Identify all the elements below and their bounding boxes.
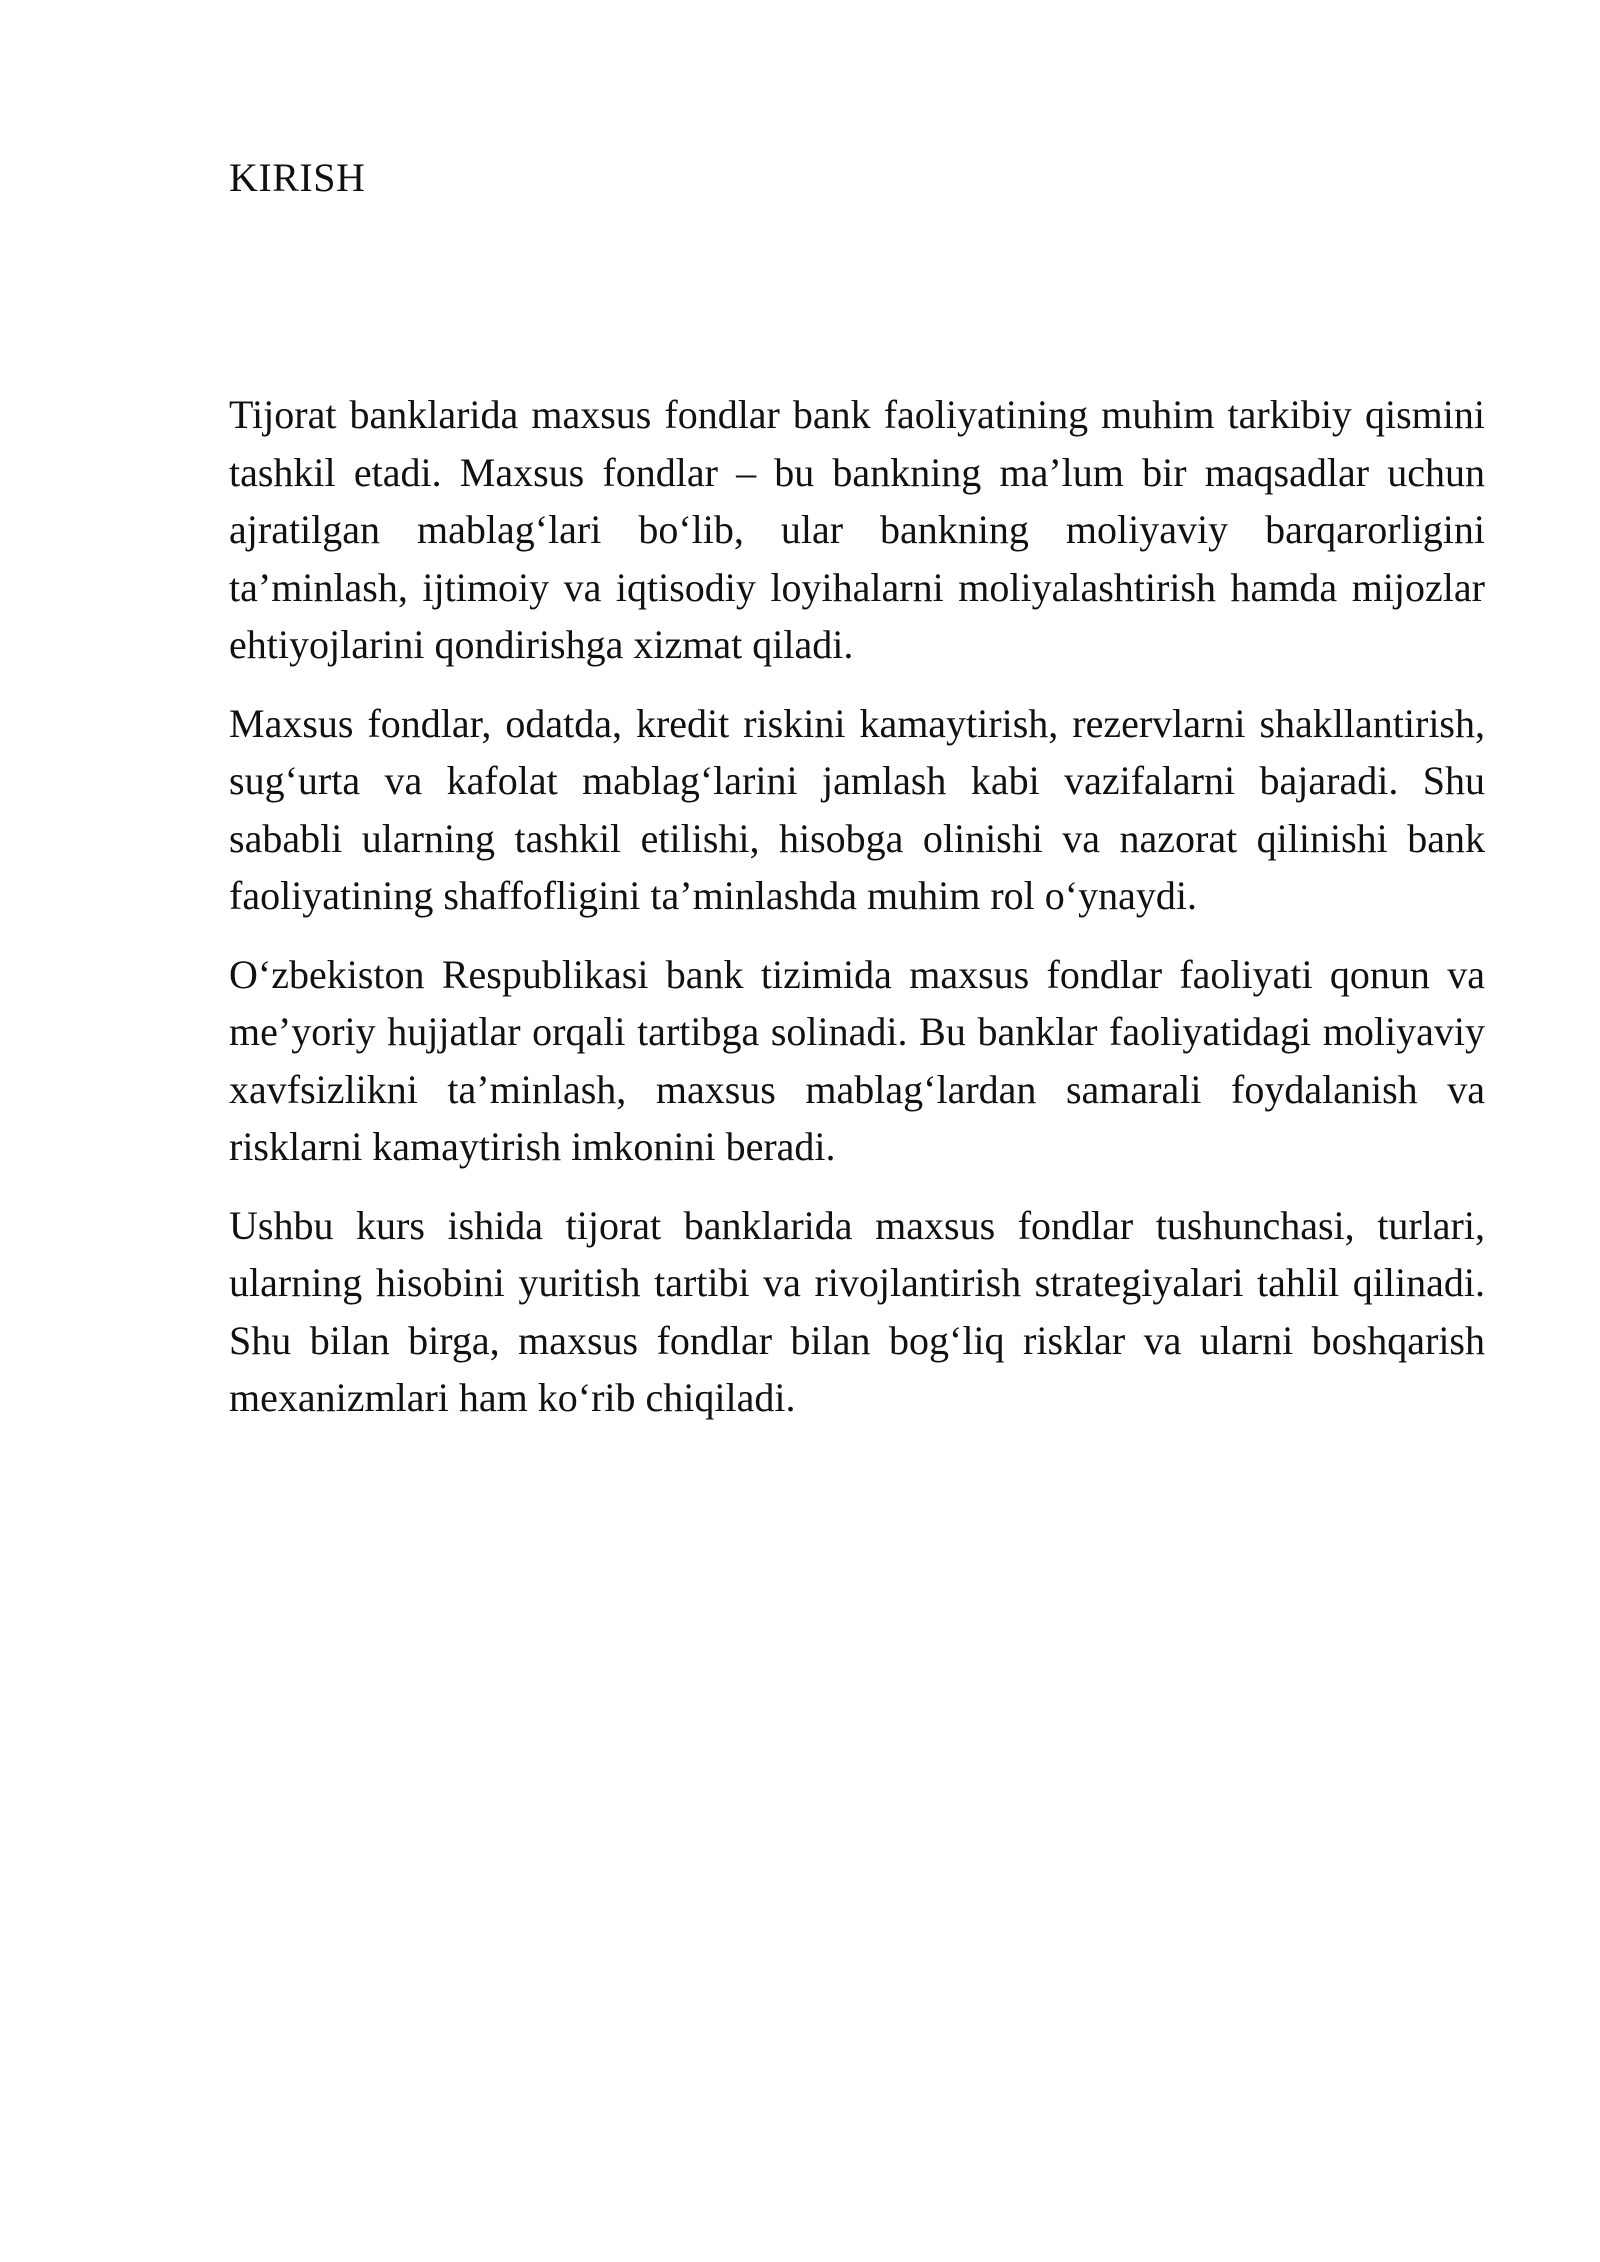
section-heading: KIRISH bbox=[229, 155, 366, 200]
document-body bbox=[229, 386, 1485, 1448]
paragraph: Maxsus fondlar, odatda, kredit riskini kamaytirish, rezervlarni shakllantirish, sug‘urta va kafolat mablag‘larini jamlash kabi vazifalarni bajaradi. Shu sababli ularning tashkil etilishi, hisobga olinishi va nazorat qilinishi bank faoliyatining shaffofligini ta’minlashda muhim rol o‘ynaydi. bbox=[229, 700, 1485, 918]
paragraph: Ushbu kurs ishida tijorat banklarida maxsus fondlar tushunchasi, turlari, ularning hisobini yuritish tartibi va rivojlantirish strategiyalari tahlil qilinadi. Shu bilan birga, maxsus fondlar bilan bog‘liq risklar va ularni boshqarish mexanizmlari ham ko‘rib chiqiladi. bbox=[229, 1202, 1485, 1420]
paragraph: Tijorat banklarida maxsus fondlar bank faoliyatining muhim tarkibiy qismini tashkil etadi. Maxsus fondlar – bu bankning ma’lum bir maqsadlar uchun ajratilgan mablag‘lari bo‘lib, ular bankning moliyaviy barqarorligini ta’minlash, ijtimoiy va iqtisodiy loyihalarni moliyalashtirish hamda mijozlar ehtiyojlarini qondirishga xizmat qiladi. bbox=[229, 392, 1485, 667]
paragraph: O‘zbekiston Respublikasi bank tizimida maxsus fondlar faoliyati qonun va me’yoriy hujjatlar orqali tartibga solinadi. Bu banklar faoliyatidagi moliyaviy xavfsizlikni ta’minlash, maxsus mablag‘lardan samarali foydalanish va risklarni kamaytirish imkonini beradi. bbox=[229, 951, 1485, 1169]
